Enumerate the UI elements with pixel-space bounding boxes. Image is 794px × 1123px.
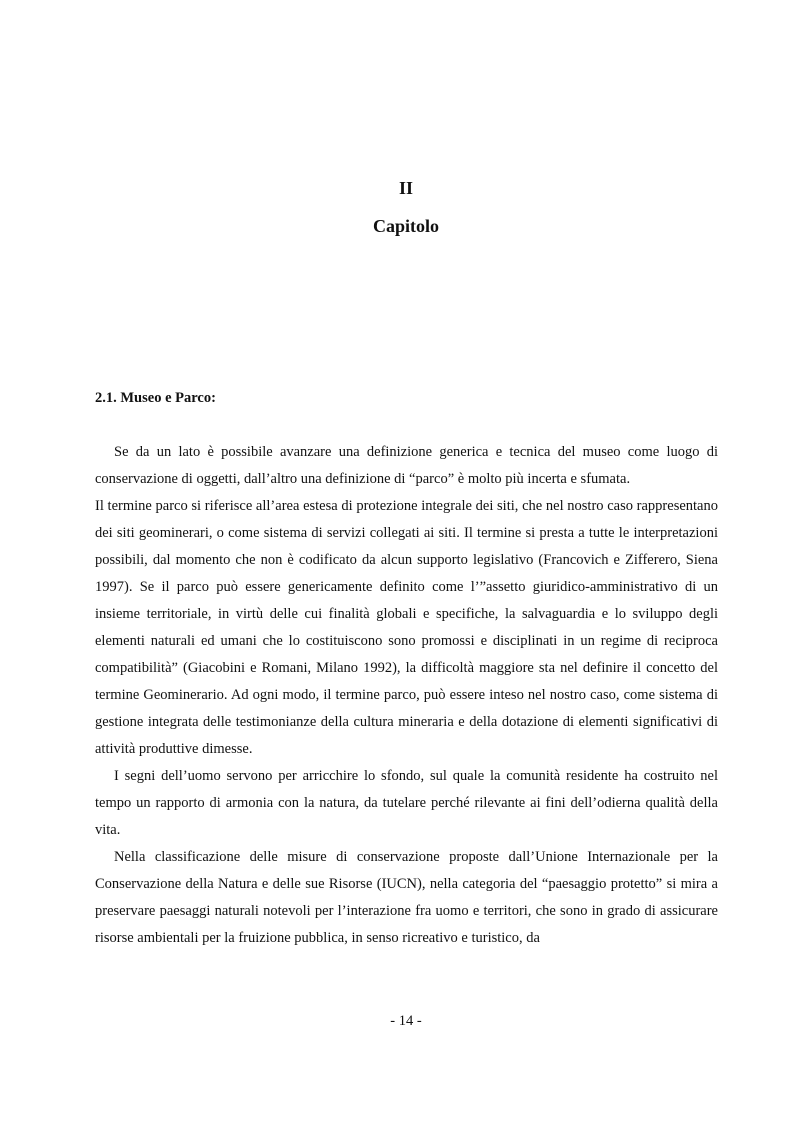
paragraph: Nella classificazione delle misure di conservazione proposte dall’Unione Internazionale per la Conservazione della Natura e delle sue Risorse (IUCN), nella categoria del “paesaggio protetto” si mira a preservare paesaggi naturali notevoli per l’interazione fra uomo e territori, che sono in grado di assicurare risorse ambientali per la fruizione pubblica, in senso ricreativo e turistico, da	[95, 849, 718, 946]
body-text	[95, 439, 718, 952]
chapter-number: II	[398, 178, 413, 198]
page-number: - 14 -	[390, 1013, 422, 1029]
paragraph: Se da un lato è possibile avanzare una definizione generica e tecnica del museo come luogo di conservazione di oggetti, dall’altro una definizione di “parco” è molto più incerta e sfumata.	[95, 444, 718, 487]
paragraph: I segni dell’uomo servono per arricchire lo sfondo, sul quale la comunità residente ha costruito nel tempo un rapporto di armonia con la natura, da tutelare perché rilevante ai fini dell’odierna qualità della vita.	[95, 768, 718, 838]
paragraph: Il termine parco si riferisce all’area estesa di protezione integrale dei siti, che nel nostro caso rappresentano dei siti geominerari, o come sistema di servizi collegati ai siti. Il termine si presta a tutte le interpretazioni possibili, dal momento che non è codificato da alcun supporto legislativo (Francovich e Zifferero, Siena 1997). Se il parco può essere genericamente definito come l’”assetto giuridico-amministrativo di un insieme territoriale, in virtù delle cui finalità globali e specifiche, la salvaguardia e lo sviluppo degli elementi naturali ed umani che lo costituiscono sono promossi e disciplinati in un regime di reciproca compatibilità” (Giacobini e Romani, Milano 1992), la difficoltà maggiore sta nel definire il concetto del termine Geominerario. Ad ogni modo, il termine parco, può essere inteso nel nostro caso, come sistema di gestione integrata delle testimonianze della cultura mineraria e della dotazione di elementi significativi di attività produttive dimesse.	[95, 498, 718, 757]
section-heading: 2.1. Museo e Parco:	[95, 390, 216, 406]
chapter-title: Capitolo	[372, 216, 439, 236]
